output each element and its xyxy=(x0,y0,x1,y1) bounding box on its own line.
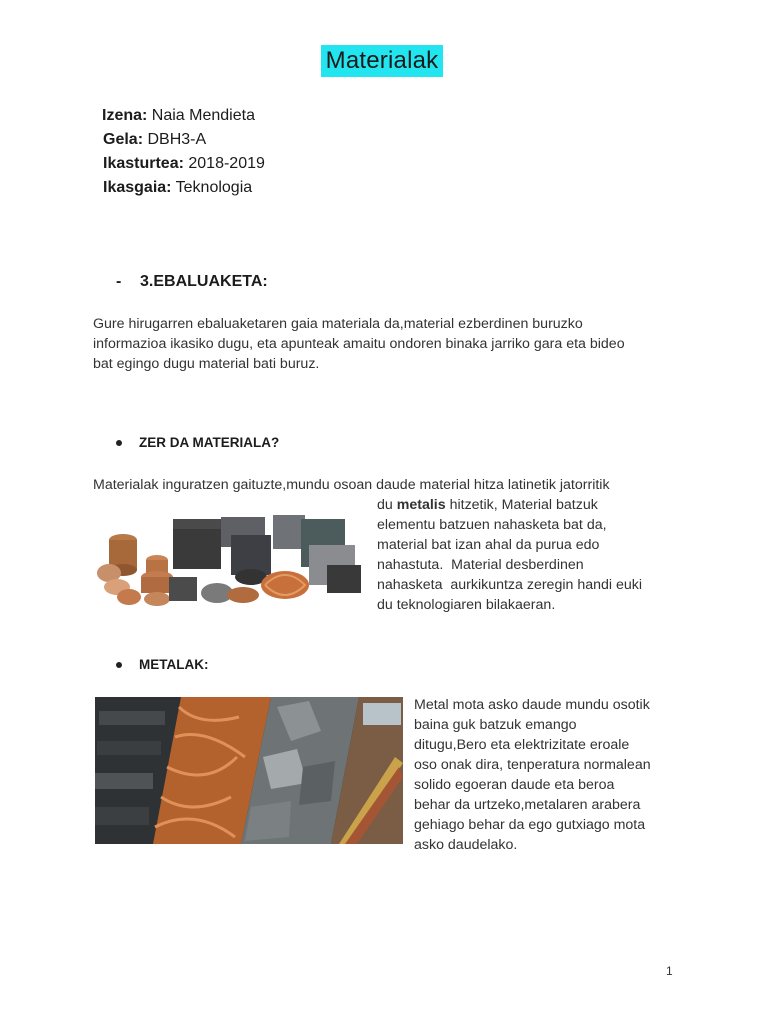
info-value: DBH3-A xyxy=(147,131,207,148)
zer-line: Materialak inguratzen gaituzte,mundu osoan daude material hitza latinetik jatorritik xyxy=(93,477,610,493)
document-title: Materialak xyxy=(321,45,443,77)
metalak-line: solido egoeran daude eta beroa xyxy=(414,777,615,793)
bullet-icon xyxy=(116,440,122,446)
metalak-line: asko daudelako. xyxy=(414,837,518,853)
metalak-line: gehiago behar da ego gutxiago mota xyxy=(414,817,646,833)
section-heading: 3.EBALUAKETA: xyxy=(140,273,268,290)
zer-text: du xyxy=(377,497,397,513)
info-year xyxy=(103,154,265,174)
metalak-line: Metal mota asko daude mundu osotik xyxy=(414,697,650,713)
zer-line: elementu batzuen nahasketa bat da, xyxy=(377,517,607,533)
metalak-heading: METALAK: xyxy=(139,657,209,672)
zer-line: nahastuta. Material desberdinen xyxy=(377,557,584,573)
bullet-icon xyxy=(116,662,122,668)
intro-line: informazioa ikasiko dugu, eta apunteak amaitu ondoren binaka jarriko gara eta bideo xyxy=(93,336,625,352)
zer-line: nahasketa aurkikuntza zeregin handi euki xyxy=(377,577,643,593)
materials-photo xyxy=(95,505,362,607)
metalak-line: ditugu,Bero eta elektrizitate eroale xyxy=(414,737,630,753)
info-value: 2018-2019 xyxy=(188,155,265,172)
zer-heading: ZER DA MATERIALA? xyxy=(139,435,280,450)
zer-bold-term: metalis xyxy=(396,497,446,513)
intro-line: bat egingo dugu material bati buruz. xyxy=(93,356,320,372)
info-class xyxy=(103,130,206,150)
metalak-line: oso onak dira, tenperatura normalean xyxy=(414,757,651,773)
zer-line: du teknologiaren bilakaeran. xyxy=(377,597,556,613)
info-value: Teknologia xyxy=(175,179,253,196)
zer-line: material bat izan ahal da purua edo xyxy=(377,537,600,553)
info-subject xyxy=(103,178,252,198)
metalak-line: baina guk batzuk emango xyxy=(414,717,577,733)
info-value: Naia Mendieta xyxy=(151,107,255,124)
info-label: Ikasgaia: xyxy=(103,179,172,196)
zer-line xyxy=(377,495,598,515)
info-label: Ikasturtea: xyxy=(103,155,184,172)
info-label: Gela: xyxy=(103,131,144,148)
info-label: Izena: xyxy=(102,107,148,124)
metalak-line: behar da urtzeko,metalaren arabera xyxy=(414,797,641,813)
intro-line: Gure hirugarren ebaluaketaren gaia materiala da,material ezberdinen buruzko xyxy=(93,316,583,332)
section-dash: - xyxy=(116,273,122,290)
info-name xyxy=(102,106,255,126)
metals-photo xyxy=(95,697,403,844)
zer-text: hitzetik, Material batzuk xyxy=(445,497,598,513)
page-number: 1 xyxy=(666,964,673,978)
